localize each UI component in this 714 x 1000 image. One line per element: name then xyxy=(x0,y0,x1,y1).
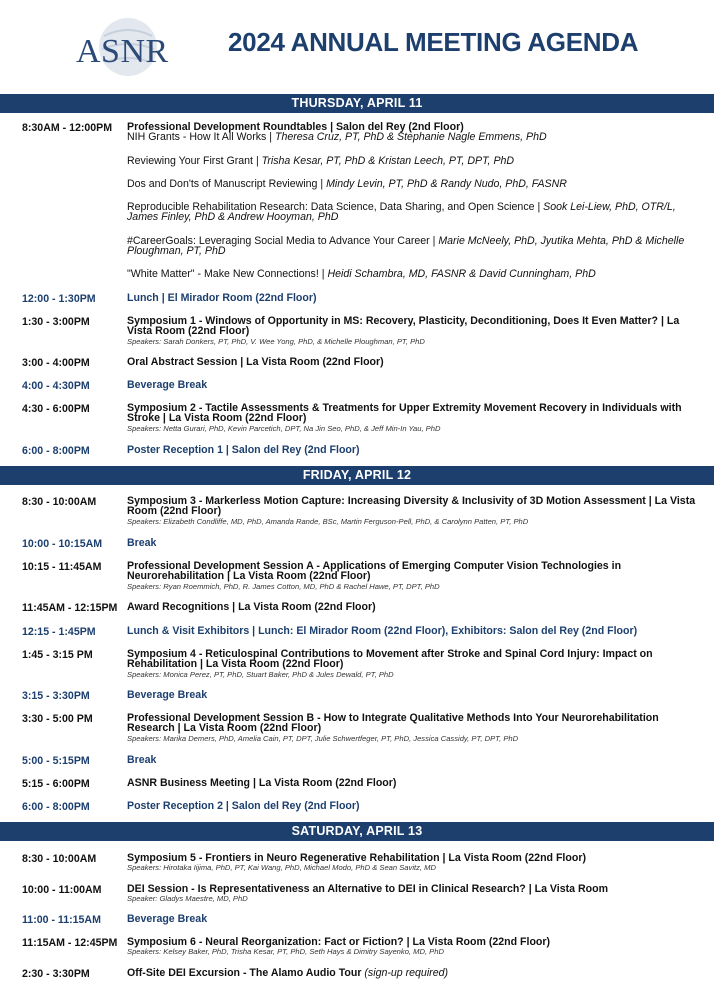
session-time: 8:30AM - 12:00PM xyxy=(22,122,113,134)
session-title: ASNR Business Meeting | La Vista Room (22nd Floor) xyxy=(127,777,397,789)
roundtable-item: "White Matter" - Make New Connections! | Heidi Schambra, MD, FASNR & David Cunningham, PhD xyxy=(127,268,596,280)
session-title: Symposium 2 - Tactile Assessments & Treatments for Upper Extremity Movement Recovery in Individuals with Stroke | La Vista Room (22nd Floor) xyxy=(127,402,682,425)
logo-text: ASNR xyxy=(76,33,169,70)
session-time: 6:00 - 8:00PM xyxy=(22,801,90,813)
roundtable-item: Dos and Don'ts of Manuscript Reviewing | Mindy Levin, PT, PhD & Randy Nudo, PhD, FASNR xyxy=(127,178,567,190)
session-time: 11:00 - 11:15AM xyxy=(22,914,101,926)
session-title: Symposium 3 - Markerless Motion Capture: Increasing Diversity & Inclusivity of 3D Motion Assessment | La Vista Room (22nd Floor) xyxy=(127,495,696,518)
day-header-thursday: THURSDAY, APRIL 11 xyxy=(0,94,714,113)
session-title: Beverage Break xyxy=(127,913,208,925)
session-time: 3:30 - 5:00 PM xyxy=(22,713,93,725)
roundtable-item: #CareerGoals: Leveraging Social Media to Advance Your Career | Marie McNeely, PhD, Jyutika Mehta, PhD & Michelle Ploughman, PT, PhD xyxy=(127,235,685,258)
session-time: 2:30 - 3:30PM xyxy=(22,968,90,980)
session-time: 1:30 - 3:00PM xyxy=(22,316,90,328)
day-header-saturday: SATURDAY, APRIL 13 xyxy=(0,822,714,841)
session-title: Poster Reception 2 | Salon del Rey (2nd Floor) xyxy=(127,800,360,812)
session-title: Award Recognitions | La Vista Room (22nd Floor) xyxy=(127,601,376,613)
session-time: 3:00 - 4:00PM xyxy=(22,357,90,369)
session-speakers: Speakers: Sarah Donkers, PT, PhD, V. Wee Yong, PhD, & Michelle Ploughman, PT, PhD xyxy=(127,336,425,346)
session-speakers: Speakers: Hirotaka Iijima, PhD, PT, Kai Wang, PhD, Michael Modo, PhD & Sean Savitz, MD xyxy=(127,863,436,873)
asnr-logo xyxy=(76,14,180,80)
session-time: 5:15 - 6:00PM xyxy=(22,778,90,790)
session-time: 10:00 - 10:15AM xyxy=(22,538,103,550)
session-time: 4:30 - 6:00PM xyxy=(22,403,90,415)
session-title: Beverage Break xyxy=(127,689,208,701)
session-time: 1:45 - 3:15 PM xyxy=(22,649,93,661)
session-title: Off-Site DEI Excursion - The Alamo Audio Tour (sign-up required) xyxy=(127,967,449,979)
session-time: 8:30 - 10:00AM xyxy=(22,853,97,865)
session-title: Symposium 4 - Reticulospinal Contributions to Movement after Stroke and Spinal Cord Injury: Impact on Rehabilitation | La Vista Room (22nd Floor) xyxy=(127,648,653,671)
session-title: Break xyxy=(127,537,157,549)
session-title: Symposium 6 - Neural Reorganization: Fact or Fiction? | La Vista Room (22nd Floor) xyxy=(127,936,551,948)
roundtable-item: NIH Grants - How It All Works | Theresa Cruz, PT, PhD & Stephanie Nagle Emmens, PhD xyxy=(127,131,547,144)
session-title: Professional Development Session A - Applications of Emerging Computer Vision Technologies in Neurorehabilitation | La Vista Room (22nd Floor) xyxy=(127,560,622,583)
session-time: 6:00 - 8:00PM xyxy=(22,445,90,457)
session-title: Poster Reception 1 | Salon del Rey (2nd Floor) xyxy=(127,444,360,456)
session-time: 10:00 - 11:00AM xyxy=(22,884,102,896)
session-time: 11:45AM - 12:15PM xyxy=(22,602,118,614)
session-note: (sign-up required) xyxy=(364,967,449,979)
roundtable-item: Reviewing Your First Grant | Trisha Kesar, PT, PhD & Kristan Leech, PT, DPT, PhD xyxy=(127,155,515,167)
session-title: Beverage Break xyxy=(127,379,208,391)
session-time: 12:00 - 1:30PM xyxy=(22,293,96,305)
session-speakers: Speakers: Kelsey Baker, PhD, Trisha Kesar, PT, PhD, Seth Hays & Dimitry Sayenko, MD, PhD xyxy=(127,947,444,957)
session-title: Lunch | El Mirador Room (22nd Floor) xyxy=(127,292,317,304)
session-title: Symposium 5 - Frontiers in Neuro Regenerative Rehabilitation | La Vista Room (22nd Floor) xyxy=(127,852,586,864)
session-speakers: Speakers: Netta Gurari, PhD, Kevin Parcetich, DPT, Na Jin Seo, PhD, & Jeff Min-In Yau, PhD xyxy=(127,423,441,433)
session-time: 8:30 - 10:00AM xyxy=(22,496,97,508)
session-time: 12:15 - 1:45PM xyxy=(22,626,96,638)
page-header xyxy=(0,0,714,92)
session-title: Oral Abstract Session | La Vista Room (22nd Floor) xyxy=(127,356,384,368)
session-title: Break xyxy=(127,754,157,766)
session-title: Lunch & Visit Exhibitors | Lunch: El Mirador Room (22nd Floor), Exhibitors: Salon del Rey (2nd Floor) xyxy=(127,625,638,637)
session-time: 3:15 - 3:30PM xyxy=(22,690,90,702)
roundtable-item: Reproducible Rehabilitation Research: Data Science, Data Sharing, and Open Science | Sook Lei-Liew, PhD, OTR/L, James Finley, PhD & Andrew Hooyman, PhD xyxy=(127,201,676,224)
page-title: 2024 ANNUAL MEETING AGENDA xyxy=(228,27,639,57)
session-time: 10:15 - 11:45AM xyxy=(22,561,102,573)
session-time: 5:00 - 5:15PM xyxy=(22,755,90,767)
session-speakers: Speakers: Elizabeth Condliffe, MD, PhD, Amanda Rande, BSc, Martin Ferguson-Pell, PhD, & Carolynn Patten, PT, PhD xyxy=(127,516,529,526)
session-time: 11:15AM - 12:45PM xyxy=(22,937,118,949)
session-title: Professional Development Session B - How to Integrate Qualitative Methods Into Your Neurorehabilitation Research | La Vista Room (22nd Floor) xyxy=(127,712,659,735)
session-speakers: Speaker: Gladys Maestre, MD, PhD xyxy=(127,894,248,904)
session-title: DEI Session - Is Representativeness an Alternative to DEI in Clinical Research? | La Vista Room xyxy=(127,883,609,895)
session-time: 4:00 - 4:30PM xyxy=(22,380,90,392)
session-speakers: Speakers: Ryan Roemmich, PhD, R. James Cotton, MD, PhD & Rachel Hawe, PT, DPT, PhD xyxy=(127,581,440,591)
session-speakers: Speakers: Marika Demers, PhD, Amelia Cain, PT, DPT, Julie Schwertfeger, PT, PhD, Jessica Cassidy, PT, DPT, PhD xyxy=(127,733,519,743)
session-speakers: Speakers: Monica Perez, PT, PhD, Stuart Baker, PhD & Jules Dewald, PT, PhD xyxy=(127,669,394,679)
session-title: Professional Development Roundtables | Salon del Rey (2nd Floor) xyxy=(127,121,464,133)
session-title: Symposium 1 - Windows of Opportunity in MS: Recovery, Plasticity, Deconditioning, Does It Even Matter? | La Vista Room (22nd Floor) xyxy=(127,315,680,338)
day-header-friday: FRIDAY, APRIL 12 xyxy=(0,466,714,485)
